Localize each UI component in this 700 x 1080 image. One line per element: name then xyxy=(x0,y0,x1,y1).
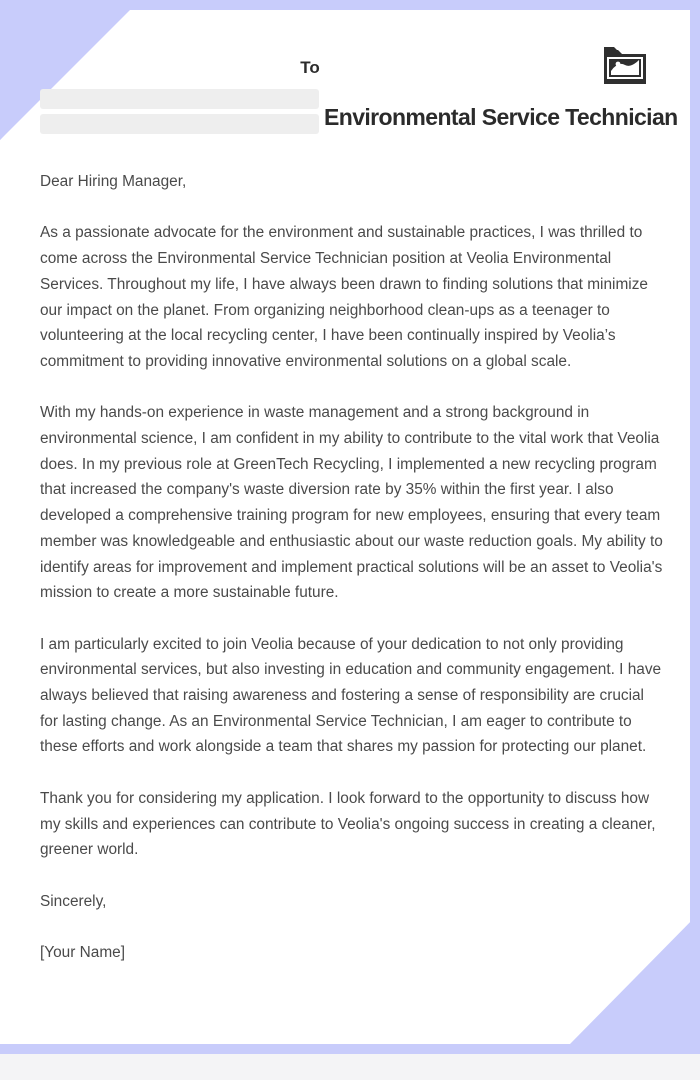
paragraph-3: I am particularly excited to join Veolia because of your dedication to not only providing environmental services, but also investing in education and community engagement. I have always believed that raising awareness and fostering a sense of responsibility are crucial for lasting change. As an Environmental Service Technician, I am eager to contribute to these efforts and work alongside a team that shares my passion for protecting our planet. xyxy=(40,635,662,756)
closing: Sincerely, xyxy=(40,892,107,910)
recipient-address-placeholder-line-1 xyxy=(40,89,319,109)
paragraph-4: Thank you for considering my application. I look forward to the opportunity to discuss how my skills and experiences can contribute to Veolia's ongoing success in creating a cleaner, greener world. xyxy=(40,789,656,859)
recipient-address-placeholder-line-2 xyxy=(40,114,319,134)
job-title: Environmental Service Technician xyxy=(324,104,678,130)
folder-image-icon xyxy=(604,46,646,84)
paragraph-1: As a passionate advocate for the environment and sustainable practices, I was thrilled to come across the Environmental Service Technician position at Veolia Environmental Services. Throughout my life, I have always been drawn to finding solutions that minimize our impact on the planet. From organizing neighborhood clean-ups as a teenager to volunteering at the local recycling center, I have been continually inspired by Veolia’s commitment to providing innovative environmental solutions on a global scale. xyxy=(40,224,648,370)
signature: [Your Name] xyxy=(40,944,125,961)
greeting: Dear Hiring Manager, xyxy=(40,173,187,190)
paragraph-2: With my hands-on experience in waste management and a strong background in environmental science, I am confident in my ability to contribute to the vital work that Veolia does. In my previous role at GreenTech Recycling, I implemented a new recycling program that increased the company's waste diversion rate by 35% within the first year. I also developed a comprehensive training program for new employees, ensuring that every team member was knowledgeable and enthusiastic about our waste reduction goals. My ability to identify areas for improvement and implement practical solutions will be an asset to Veolia's mission to create a more sustainable future. xyxy=(40,404,663,602)
to-label: To xyxy=(300,58,320,77)
letter-body xyxy=(40,169,666,991)
bottom-accent-strip xyxy=(0,1044,700,1054)
